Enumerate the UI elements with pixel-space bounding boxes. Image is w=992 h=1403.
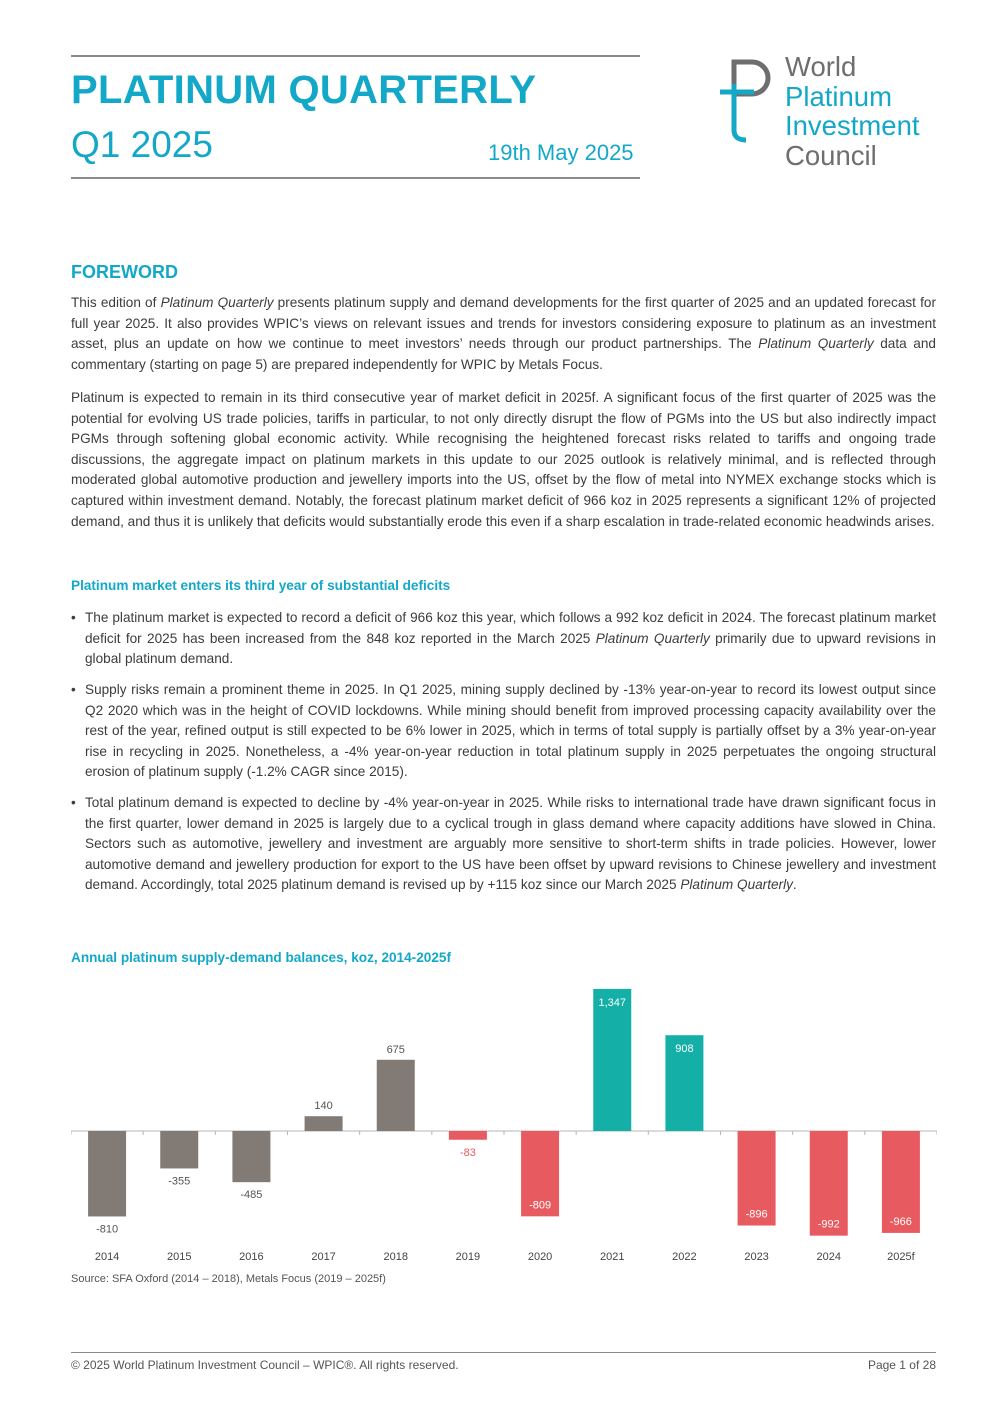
x-tick-label-2022: 2022 — [672, 1251, 697, 1263]
report-quarter: Q1 2025 — [71, 124, 213, 165]
bar-2017 — [305, 1116, 343, 1131]
x-tick-label-2025f: 2025f — [887, 1251, 915, 1263]
data-label-2017: 140 — [314, 1100, 333, 1113]
bar-2015 — [160, 1131, 198, 1168]
bullet-marker: • — [71, 682, 76, 697]
bar-2016 — [232, 1131, 270, 1182]
bullet-item-2 — [71, 680, 936, 783]
data-label-2024: -992 — [817, 1218, 840, 1231]
foreword-paragraph-2: Platinum is expected to remain in its third consecutive year of market deficit in 2025f. A significant focus of the first quarter of 2025 was the potential for evolving US trade policies, tariffs in particular, to not only directly disrupt the flow of PGMs into the US but also indirectly impact PGMs through softening global economic activity. While recognising the heightened forecast risks related to tariffs and ongoing trade discussions, the aggregate impact on platinum markets in this update to our 2025 outlook is relatively minimal, and is reflected through moderated global automotive production and jewellery imports into the US, offset by the flow of metal into NYMEX exchange stocks which is captured within investment demand. Notably, the forecast platinum market deficit of 966 koz in 2025 represents a significant 12% of projected demand, and thus it is unlikely that deficits would substantially erode this even if a sharp escalation in trade-related economic headwinds arises. — [71, 390, 936, 529]
bullet-text-2: Supply risks remain a prominent theme in 2025. In Q1 2025, mining supply declined by -13% year-on-year to record its lowest output since Q2 2020 which was in the height of COVID lockdowns. While mining should benefit from improved processing capacity availability over the rest of the year, refined output is still expected to be 6% lower in 2025, which in terms of total supply is partially offset by a 3% year-on-year rise in recycling in 2025. Nonetheless, a -4% year-on-year reduction in total platinum supply in 2025 perpetuates the ongoing structural erosion of platinum supply (-1.2% CAGR since 2015). — [85, 682, 936, 780]
x-tick-label-2024: 2024 — [816, 1251, 841, 1263]
x-tick-label-2019: 2019 — [455, 1251, 481, 1263]
footer-page-number: Page 1 of 28 — [867, 1358, 936, 1372]
logo-word-platinum: Platinum — [785, 80, 892, 112]
foreword-paragraph-1: This edition of Platinum Quarterly presents platinum supply and demand developments for the first quarter of 2025 and an updated forecast for full year 2025. It also provides WPIC’s views on relevant issues and trends for investors considering exposure to platinum as an investment asset, plus an update on how we continue to meet investors’ needs through our product partnerships. The Platinum Quarterly data and commentary (starting on page 5) are prepared independently for WPIC by Metals Focus. — [71, 295, 936, 372]
footer-rule — [71, 1352, 936, 1353]
x-tick-label-2015: 2015 — [167, 1251, 192, 1263]
bullet-text-3: Total platinum demand is expected to decline by -4% year-on-year in 2025. While risks to international trade have drawn significant focus in the first quarter, lower demand in 2025 is largely due to a cyclical trough in glass demand where capacity additions have slowed in China. Sectors such as automotive, jewellery and investment are arguably more sensitive to short-term shifts in trade policies. However, lower automotive demand and jewellery production for export to the US have been offset by upward revisions to Chinese jewellery and investment demand. Accordingly, total 2025 platinum demand is revised up by +115 koz since our March 2025 Platinum Quarterly. — [85, 795, 936, 893]
data-label-2023: -896 — [745, 1208, 768, 1221]
bullet-marker: • — [71, 610, 76, 625]
bar-2018 — [377, 1060, 415, 1131]
section-heading: Platinum market enters its third year of substantial deficits — [71, 578, 451, 593]
x-tick-label-2021: 2021 — [600, 1251, 625, 1263]
data-label-2019: -83 — [459, 1146, 476, 1159]
wpic-logo — [718, 51, 948, 180]
chart-source: Source: SFA Oxford (2014 – 2018), Metals Focus (2019 – 2025f) — [71, 1273, 386, 1285]
bar-2021 — [593, 989, 631, 1131]
data-label-2022: 908 — [675, 1043, 694, 1056]
data-label-2018: 675 — [386, 1043, 405, 1056]
x-tick-label-2017: 2017 — [311, 1251, 336, 1263]
data-label-2020: -809 — [529, 1199, 552, 1212]
bar-2014 — [88, 1131, 126, 1216]
bullet-text-1: The platinum market is expected to record a deficit of 966 koz this year, which follows a 992 koz deficit in 2024. The forecast platinum market deficit for 2025 has been increased from the 848 koz reported in the March 2025 Platinum Quarterly primarily due to upward revisions in global platinum demand. — [85, 610, 936, 667]
bullet-item-1 — [71, 608, 936, 670]
chart-title: Annual platinum supply-demand balances, koz, 2014-2025f — [71, 950, 451, 965]
foreword-heading: FOREWORD — [71, 262, 178, 282]
header-top-rule — [71, 55, 640, 57]
logo-word-investment: Investment — [785, 110, 920, 141]
supply-demand-bar-chart — [71, 975, 937, 1270]
logo-word-world: World — [785, 51, 857, 82]
wpic-logo-wordmark — [785, 52, 920, 170]
data-label-2016: -485 — [240, 1189, 263, 1202]
bar-2019 — [449, 1131, 487, 1140]
data-label-2014: -810 — [96, 1223, 119, 1236]
report-date: 19th May 2025 — [488, 140, 634, 165]
x-tick-label-2016: 2016 — [239, 1251, 264, 1263]
data-label-2025f: -966 — [889, 1215, 912, 1228]
x-tick-label-2014: 2014 — [94, 1251, 120, 1263]
report-title: PLATINUM QUARTERLY — [71, 68, 537, 112]
x-tick-label-2023: 2023 — [744, 1251, 769, 1263]
data-label-2021: 1,347 — [598, 996, 627, 1009]
x-tick-label-2020: 2020 — [527, 1251, 553, 1263]
logo-word-council: Council — [785, 139, 877, 171]
header-bottom-rule — [71, 177, 640, 179]
bullet-marker: • — [71, 795, 76, 810]
data-label-2015: -355 — [168, 1175, 191, 1188]
footer-copyright: © 2025 World Platinum Investment Council – WPIC®. All rights reserved. — [71, 1358, 459, 1372]
wpic-logo-icon — [718, 54, 780, 146]
x-tick-label-2018: 2018 — [383, 1251, 408, 1263]
bullet-item-3 — [71, 793, 936, 896]
